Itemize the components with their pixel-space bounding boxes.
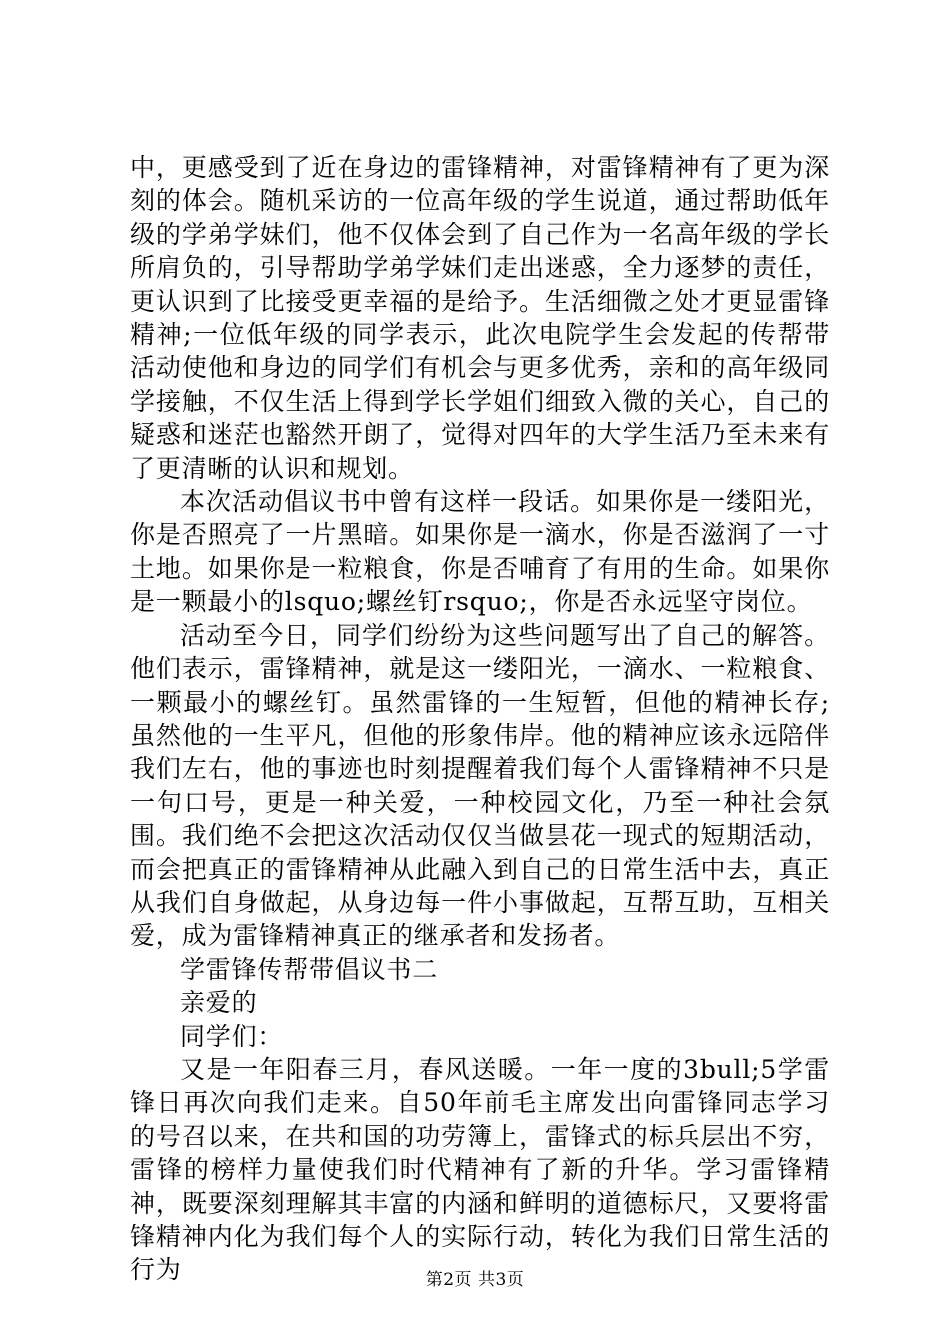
paragraph-4: 又是一年阳春三月，春风送暖。一年一度的3bull;5学雷锋日再次向我们走来。自50年前毛主席发出向雷锋同志学习的号召以来，在共和国的功劳簿上，雷锋式的标兵层出不穷，雷锋的榜样力量使我们时代精神有了新的升华。学习雷锋精神，既要深刻理解其丰富的内涵和鲜明的道德标尺，又要将雷锋精神内化为我们每个人的实际行动，转化为我们日常生活的行为: [130, 1054, 830, 1285]
page-footer: [0, 1265, 950, 1290]
paragraph-1: 中，更感受到了近在身边的雷锋精神，对雷锋精神有了更为深刻的体会。随机采访的一位高年级的学生说道，通过帮助低年级的学弟学妹们，他不仅体会到了自己作为一名高年级的学长所肩负的，引导帮助学弟学妹们走出迷惑，全力逐梦的责任，更认识到了比接受更幸福的是给予。生活细微之处才更显雷锋精神;一位低年级的同学表示，此次电院学生会发起的传帮带活动使他和身边的同学们有机会与更多优秀，亲和的高年级同学接触，不仅生活上得到学长学姐们细致入微的关心，自己的疑惑和迷茫也豁然开朗了，觉得对四年的大学生活乃至未来有了更清晰的认识和规划。: [130, 153, 830, 483]
salutation-line-1: 亲爱的: [180, 988, 258, 1018]
paragraph-3: 活动至今日，同学们纷纷为这些问题写出了自己的解答。他们表示，雷锋精神，就是这一缕阳光，一滴水、一粒粮食、一颗最小的螺丝钉。虽然雷锋的一生短暂，但他的精神长存;虽然他的一生平凡，但他的形象伟岸。他的精神应该永远陪伴我们左右，他的事迹也时刻提醒着我们每个人雷锋精神不只是一句口号，更是一种关爱，一种校园文化，乃至一种社会氛围。我们绝不会把这次活动仅仅当做昙花一现式的短期活动，而会把真正的雷锋精神从此融入到自己的日常生活中去，真正从我们自身做起，从身边每一件小事做起，互帮互助，互相关爱，成为雷锋精神真正的继承者和发扬者。: [130, 620, 830, 951]
section-heading: 学雷锋传帮带倡议书二: [180, 954, 439, 984]
paragraph-2: 本次活动倡议书中曾有这样一段话。如果你是一缕阳光，你是否照亮了一片黑暗。如果你是一滴水，你是否滋润了一寸土地。如果你是一粒粮食，你是否哺育了有用的生命。如果你是一颗最小的lsquo;螺丝钉rsquo;，你是否永远坚守岗位。: [130, 487, 830, 617]
salutation-line-2: 同学们：: [180, 1021, 284, 1051]
page-number-label: 第2页 共3页: [425, 1270, 525, 1290]
document-body: [130, 151, 830, 1287]
